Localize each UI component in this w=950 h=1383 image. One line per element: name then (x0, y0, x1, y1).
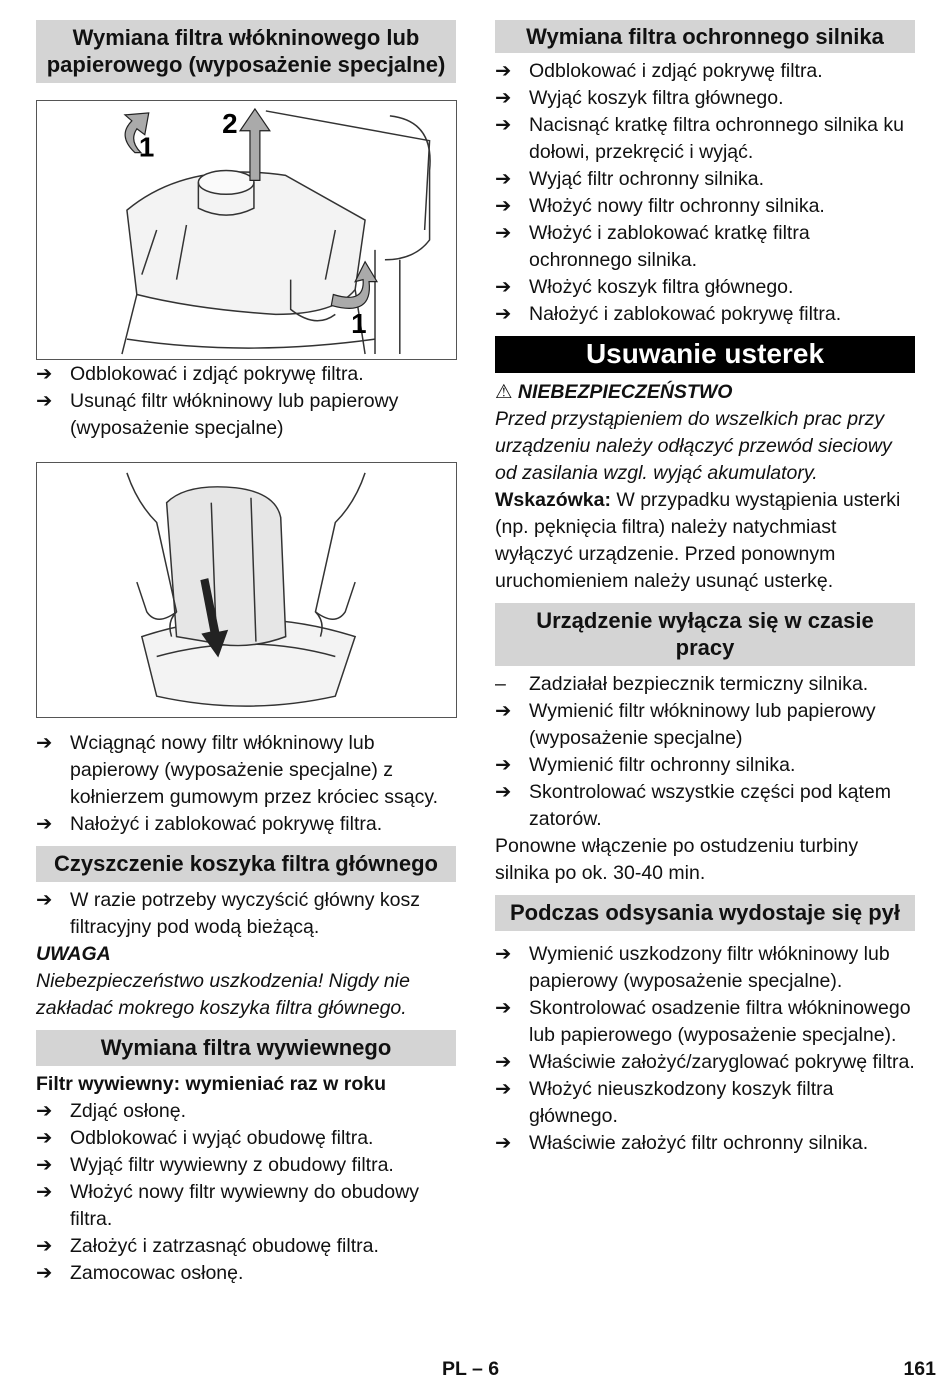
figure-label-1b: 1 (351, 308, 367, 340)
list-item: ➔ Wymienić filtr ochronny silnika. (495, 752, 915, 779)
list-item: ➔ Nacisnąć kratkę filtra ochronnego silnika ku dołowi, przekręcić i wyjąć. (495, 112, 915, 166)
warning-triangle-icon: ⚠ (495, 381, 513, 403)
arrow-icon: ➔ (495, 60, 512, 82)
arrow-icon: ➔ (36, 732, 53, 754)
list-item: ➔ Włożyć nowy filtr wywiewny do obudowy filtra. (36, 1179, 456, 1233)
footer-language-page: PL – 6 (442, 1358, 500, 1380)
list-item: ➔ Skontrolować osadzenie filtra włókninowego lub papierowego (wyposażenie specjalne). (495, 995, 915, 1049)
arrow-icon: ➔ (36, 1154, 53, 1176)
list-item: – Zadziałał bezpiecznik termiczny silnika. (495, 671, 915, 698)
list-item: ➔ Włożyć nowy filtr ochronny silnika. (495, 193, 915, 220)
section-title-motor-filter: Wymiana filtra ochronnego silnika (495, 20, 915, 53)
list-item: ➔ Włożyć koszyk filtra głównego. (495, 274, 915, 301)
danger-heading: ⚠ NIEBEZPIECZEŃSTWO (495, 381, 733, 403)
list-item: ➔ Wymienić filtr włókninowy lub papierowy (wyposażenie specjalne) (495, 698, 915, 752)
list-item: ➔ W razie potrzeby wyczyścić główny kosz filtracyjny pod wodą bieżącą. (36, 887, 456, 941)
arrow-icon: ➔ (495, 222, 512, 244)
list-item: ➔ Usunąć filtr włókninowy lub papierowy (wyposażenie specjalne) (36, 388, 456, 442)
arrow-icon: ➔ (495, 1078, 512, 1100)
hint-paragraph: Wskazówka: W przypadku wystąpienia usterki (np. pęknięcia filtra) należy natychmiast wyłączyć urządzenie. Przed ponownym uruchomieniem należy usunąć usterkę. (495, 489, 901, 592)
arrow-icon: ➔ (495, 700, 512, 722)
arrow-icon: ➔ (495, 754, 512, 776)
list-item: ➔ Nałożyć i zablokować pokrywę filtra. (36, 811, 456, 838)
arrow-icon: ➔ (495, 87, 512, 109)
left-column (36, 20, 456, 1287)
arrow-icon: ➔ (495, 168, 512, 190)
arrow-icon: ➔ (495, 276, 512, 298)
arrow-icon: ➔ (495, 1132, 512, 1154)
lift-arrow-icon (240, 109, 270, 180)
arrow-icon: ➔ (36, 1262, 53, 1284)
arrow-icon: ➔ (36, 1100, 53, 1122)
warning-label: UWAGA (36, 943, 111, 965)
arrow-icon: ➔ (36, 1181, 53, 1203)
list-item: ➔ Właściwie założyć filtr ochronny silnika. (495, 1130, 915, 1157)
section-title-device-switches-off: Urządzenie wyłącza się w czasie pracy (495, 603, 915, 666)
arrow-icon: ➔ (36, 1127, 53, 1149)
arrow-icon: ➔ (495, 781, 512, 803)
arrow-icon: ➔ (495, 1051, 512, 1073)
dash-marker: – (495, 673, 506, 695)
list-item: ➔ Zdjąć osłonę. (36, 1098, 456, 1125)
arrow-icon: ➔ (36, 1235, 53, 1257)
list-item: ➔ Włożyć i zablokować kratkę filtra ochronnego silnika. (495, 220, 915, 274)
warning-text: Niebezpieczeństwo uszkodzenia! Nigdy nie zakładać mokrego koszyka filtra głównego. (36, 970, 410, 1019)
list-item: ➔ Założyć i zatrzasnąć obudowę filtra. (36, 1233, 456, 1260)
arrow-icon: ➔ (495, 114, 512, 136)
list-item: ➔ Zamocowac osłonę. (36, 1260, 456, 1287)
figure-label-2: 2 (222, 107, 238, 139)
arrow-icon: ➔ (36, 363, 53, 385)
arrow-icon: ➔ (36, 813, 53, 835)
list-item: ➔ Odblokować i wyjąć obudowę filtra. (36, 1125, 456, 1152)
figure-filter-cover-removal (36, 100, 457, 360)
page-number: 161 (903, 1358, 936, 1380)
arrow-icon: ➔ (36, 390, 53, 412)
arrow-icon: ➔ (495, 303, 512, 325)
filter-bag-illustration (37, 463, 456, 717)
list-item: ➔ Skontrolować wszystkie części pod kątem zatorów. (495, 779, 915, 833)
right-column (495, 20, 915, 1157)
figure-label-1: 1 (138, 131, 155, 163)
list-item: ➔ Wyjąć filtr ochronny silnika. (495, 166, 915, 193)
list-item: ➔ Włożyć nieuszkodzony koszyk filtra głównego. (495, 1076, 915, 1130)
chapter-title-troubleshooting: Usuwanie usterek (495, 336, 915, 373)
list-item: ➔ Wyjąć filtr wywiewny z obudowy filtra. (36, 1152, 456, 1179)
list-item: ➔ Wymienić uszkodzony filtr włókninowy lub papierowy (wyposażenie specjalne). (495, 941, 915, 995)
vacuum-cover-illustration (37, 101, 456, 359)
arrow-icon: ➔ (36, 889, 53, 911)
list-item: ➔ Odblokować i zdjąć pokrywę filtra. (495, 58, 915, 85)
list-item: ➔ Nałożyć i zablokować pokrywę filtra. (495, 301, 915, 328)
arrow-icon: ➔ (495, 943, 512, 965)
figure-filter-insertion (36, 462, 457, 718)
section-title-exhaust-filter: Wymiana filtra wywiewnego (36, 1030, 456, 1066)
danger-text: Przed przystąpieniem do wszelkich prac przy urządzeniu należy odłączyć przewód sieciowy od zasilania wzgl. wyjąć akumulatory. (495, 408, 892, 484)
restart-note: Ponowne włączenie po ostudzeniu turbiny silnika po ok. 30-40 min. (495, 835, 859, 884)
section-title-basket-cleaning: Czyszczenie koszyka filtra głównego (36, 846, 456, 882)
section-title-dust-escapes: Podczas odsysania wydostaje się pył (495, 895, 915, 931)
list-item: ➔ Właściwie założyć/zaryglować pokrywę filtra. (495, 1049, 915, 1076)
exhaust-filter-subtitle: Filtr wywiewny: wymieniać raz w roku (36, 1073, 387, 1095)
list-item: ➔ Wyjąć koszyk filtra głównego. (495, 85, 915, 112)
list-item: ➔ Odblokować i zdjąć pokrywę filtra. (36, 361, 456, 388)
arrow-icon: ➔ (495, 997, 512, 1019)
section-title-filter-replacement: Wymiana filtra włókninowego lub papierowego (wyposażenie specjalne) (36, 20, 456, 83)
arrow-icon: ➔ (495, 195, 512, 217)
list-item: ➔ Wciągnąć nowy filtr włókninowy lub papierowy (wyposażenie specjalne) z kołnierzem gumowym przez króciec ssący. (36, 730, 456, 811)
